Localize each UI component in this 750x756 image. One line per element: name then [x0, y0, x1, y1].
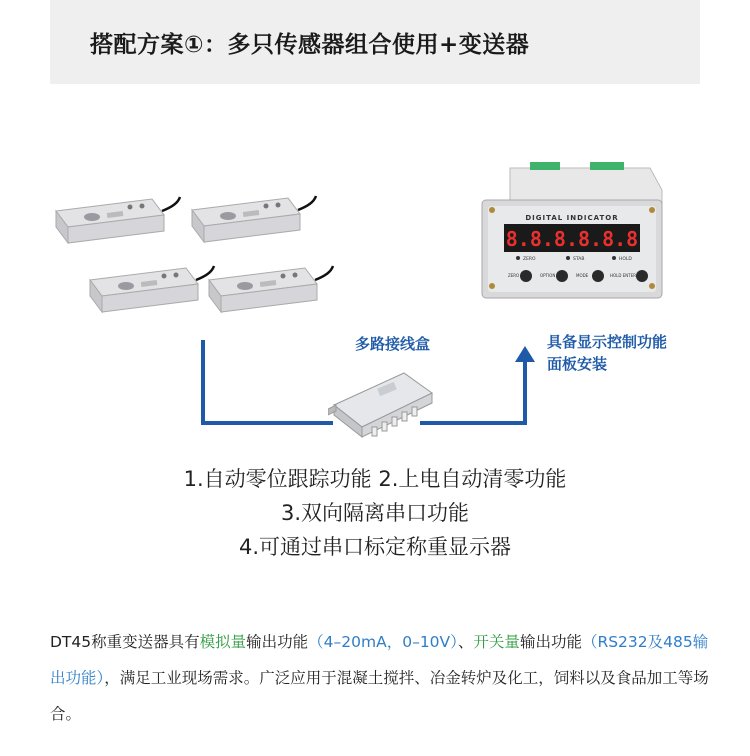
status-stab: STAB: [573, 257, 585, 262]
analog-highlight: 模拟量: [199, 633, 247, 651]
panel-label-line2: 面板安装: [547, 355, 608, 373]
analog-detail: （4–20mA，0–10V）: [308, 633, 458, 651]
status-zero: ZERO: [523, 257, 536, 262]
connector-line-left: [203, 340, 333, 423]
btn-zero-label: ZERO: [508, 273, 520, 278]
feature-line: 3.双向隔离串口功能: [280, 501, 470, 525]
btn-hold-label: HOLD ENTER: [610, 273, 637, 278]
up-arrow-icon: [515, 346, 535, 362]
status-hold: HOLD: [619, 257, 632, 262]
btn-mode-label: MODE: [576, 273, 589, 278]
page-title: 搭配方案①：多只传感器组合使用+变送器: [90, 32, 530, 58]
desc-text: ，满足工业现场需求。广泛应用于混凝土搅拌、冶金转炉及化工，饲料以及食品加工等场合。: [50, 669, 709, 723]
switch-detail: （RS232及485输出功能）: [50, 633, 709, 687]
indicator-display: 8.8.8.8.8.8: [505, 227, 639, 251]
junction-box-label: 多路接线盒: [355, 335, 431, 353]
description-paragraph: [50, 624, 710, 732]
desc-text: 、: [457, 633, 474, 651]
panel-label-line1: 具备显示控制功能: [547, 333, 668, 351]
panel-label: [547, 331, 737, 375]
switch-highlight: 开关量: [473, 633, 520, 651]
desc-text: 输出功能: [246, 633, 309, 651]
feature-line: 4.可通过串口标定称重显示器: [238, 535, 512, 559]
feature-line: 1.自动零位跟踪功能 2.上电自动清零功能: [183, 467, 567, 491]
indicator-brand-text: DIGITAL INDICATOR: [525, 214, 619, 222]
junction-box-image: [328, 365, 438, 449]
feature-list: [0, 462, 750, 564]
btn-option-label: OPTION: [540, 273, 556, 278]
desc-text: DT45称重变送器具有: [50, 633, 200, 651]
desc-text: 输出功能: [519, 633, 582, 651]
